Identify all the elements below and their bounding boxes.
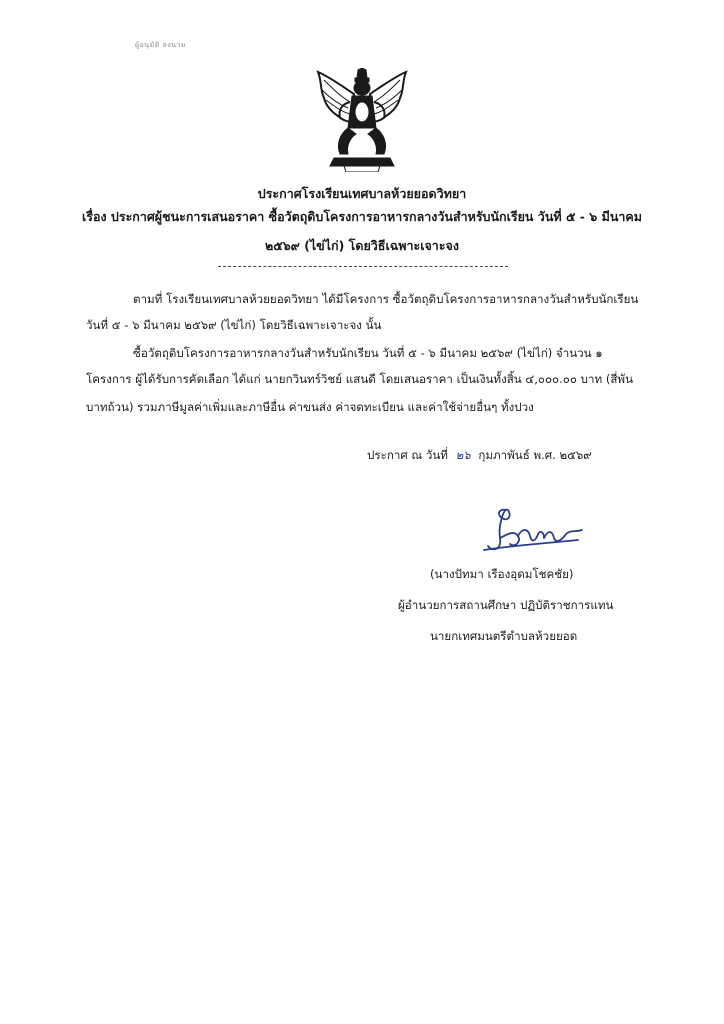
paragraph2-line1: ซื้อวัตถุดิบโครงการอาหารกลางวันสำหรับนักเรียน วันที่ ๕ - ๖ มีนาคม ๒๕๖๙ (ไข่ไก่) จำนวน ๑ bbox=[133, 346, 603, 360]
handwritten-signature bbox=[478, 500, 588, 560]
paragraph1-line2: วันที่ ๕ - ๖ มีนาคม ๒๕๖๙ (ไข่ไก่) โดยวิธีเฉพาะเจาะจง นั้น bbox=[86, 318, 382, 332]
announcement-suffix: กุมภาพันธ์ พ.ศ. ๒๕๖๙ bbox=[478, 448, 592, 462]
separator-line bbox=[218, 266, 508, 267]
signatory-title2: นายกเทศมนตรีตำบลห้วยยอด bbox=[430, 629, 578, 643]
paragraph1-line1: ตามที่ โรงเรียนเทศบาลห้วยยอดวิทยา ได้มีโครงการ ซื้อวัตถุดิบโครงการอาหารกลางวันสำหรับนักเรียน bbox=[133, 292, 639, 306]
heading-title: ประกาศโรงเรียนเทศบาลห้วยยอดวิทยา bbox=[257, 186, 467, 201]
announcement-day: ๒๖ bbox=[455, 448, 471, 462]
announcement-prefix: ประกาศ ณ วันที่ bbox=[367, 448, 448, 462]
garuda-emblem-icon bbox=[314, 68, 410, 172]
announcement-date bbox=[367, 447, 592, 465]
corner-note: ผู้อนุมัติ ลงนาม bbox=[135, 41, 187, 49]
signatory-name: (นางปัทมา เรืองอุดมโชคชัย) bbox=[430, 567, 574, 581]
paragraph2-line2: โครงการ ผู้ได้รับการคัดเลือก ได้แก่ นายกวินทร์วิชย์ แสนดี โดยเสนอราคา เป็นเงินทั้งสิ้น ๔,๐๐๐.๐๐ บาท (สี่พัน bbox=[86, 372, 633, 386]
heading-subject-cont: ๒๕๖๙ (ไข่ไก่) โดยวิธีเฉพาะเจาะจง bbox=[265, 238, 459, 253]
signatory-title: ผู้อำนวยการสถานศึกษา ปฏิบัติราชการแทน bbox=[398, 598, 614, 612]
paragraph2-line3: บาทถ้วน) รวมภาษีมูลค่าเพิ่มและภาษีอื่น ค่าขนส่ง ค่าจดทะเบียน และค่าใช้จ่ายอื่นๆ ทั้งปวง bbox=[86, 400, 534, 414]
heading-subject: เรื่อง ประกาศผู้ชนะการเสนอราคา ซื้อวัตถุดิบโครงการอาหารกลางวันสำหรับนักเรียน วันที่ ๕ - ๖ มีนาคม bbox=[81, 209, 643, 224]
